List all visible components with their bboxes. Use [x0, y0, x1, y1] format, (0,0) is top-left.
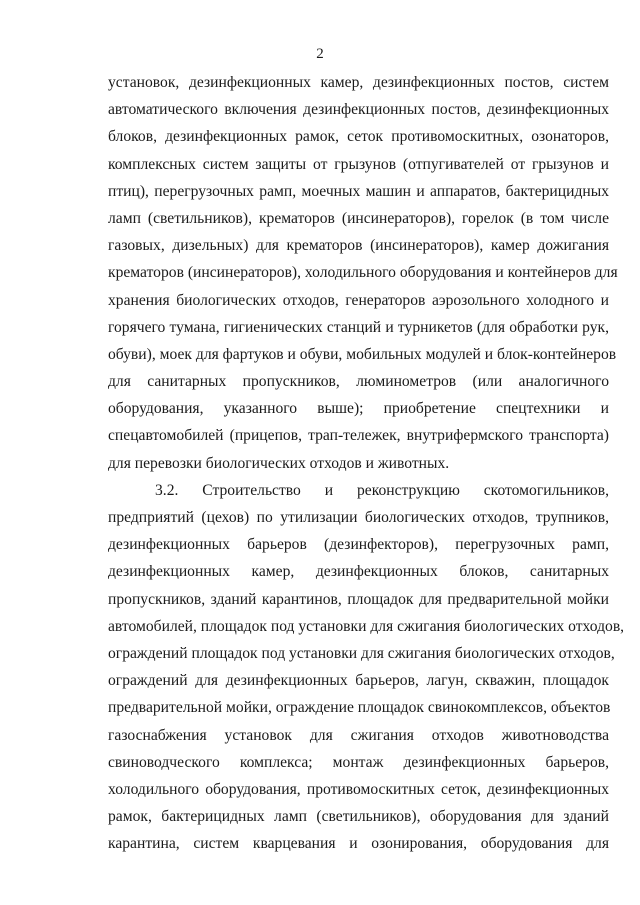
- text-line: оборудования, указанного выше); приобретение спецтехники и: [108, 400, 609, 418]
- text-line: ограждений площадок под установки для сжигания биологических отходов,: [108, 644, 615, 662]
- text-line: хранения биологических отходов, генераторов аэрозольного холодного и: [108, 291, 609, 309]
- document-body: [108, 69, 625, 857]
- text-line: ограждений для дезинфекционных барьеров, лагун, скважин, площадок: [108, 672, 609, 690]
- text-line: карантина, систем кварцевания и озонирования, оборудования для: [108, 835, 609, 853]
- page-number: 2: [316, 46, 324, 62]
- text-line: обуви), моек для фартуков и обуви, мобильных модулей и блок-контейнеров: [108, 345, 617, 363]
- text-line: пропускников, зданий карантинов, площадок для предварительной мойки: [108, 590, 609, 608]
- text-line: автомобилей, площадок под установки для сжигания биологических отходов,: [108, 617, 625, 635]
- text-line: свиноводческого комплекса; монтаж дезинфекционных барьеров,: [108, 753, 609, 771]
- text-line: предварительной мойки, ограждение площадок свинокомплексов, объектов: [108, 699, 611, 717]
- text-line: птиц), перегрузочных рамп, моечных машин и аппаратов, бактерицидных: [108, 182, 609, 200]
- text-line: спецавтомобилей (прицепов, трап-тележек, внутрифермского транспорта): [108, 427, 609, 445]
- text-line: автоматического включения дезинфекционных постов, дезинфекционных: [108, 101, 609, 119]
- paragraph-section-3-2: [108, 477, 625, 858]
- text-line: холодильного оборудования, противомоскитных сеток, дезинфекционных: [108, 780, 609, 798]
- text-line: дезинфекционных камер, дезинфекционных блоков, санитарных: [108, 563, 609, 581]
- text-line: рамок, бактерицидных ламп (светильников), оборудования для зданий: [108, 808, 609, 826]
- text-line: крематоров (инсинераторов), холодильного оборудования и контейнеров для: [108, 264, 618, 282]
- text-line: комплексных систем защиты от грызунов (отпугивателей от грызунов и: [108, 155, 609, 173]
- text-line: для санитарных пропускников, люминометров (или аналогичного: [108, 373, 609, 391]
- text-line: для перевозки биологических отходов и животных.: [108, 454, 450, 472]
- paragraph-1: [108, 69, 618, 477]
- text-line: установок, дезинфекционных камер, дезинфекционных постов, систем: [108, 74, 609, 91]
- text-line: дезинфекционных барьеров (дезинфекторов), перегрузочных рамп,: [108, 536, 609, 554]
- text-line: блоков, дезинфекционных рамок, сеток противомоскитных, озонаторов,: [108, 128, 609, 146]
- text-line: ламп (светильников), крематоров (инсинераторов), горелок (в том числе: [108, 209, 609, 227]
- text-line: газоснабжения установок для сжигания отходов животноводства: [108, 726, 609, 744]
- text-line: горячего тумана, гигиенических станций и турникетов (для обработки рук,: [108, 318, 609, 336]
- text-line: газовых, дизельных) для крематоров (инсинераторов), камер дожигания: [108, 237, 609, 255]
- text-line: предприятий (цехов) по утилизации биологических отходов, трупников,: [108, 509, 609, 526]
- section-heading-line: 3.2. Строительство и реконструкцию скотомогильников,: [155, 481, 609, 499]
